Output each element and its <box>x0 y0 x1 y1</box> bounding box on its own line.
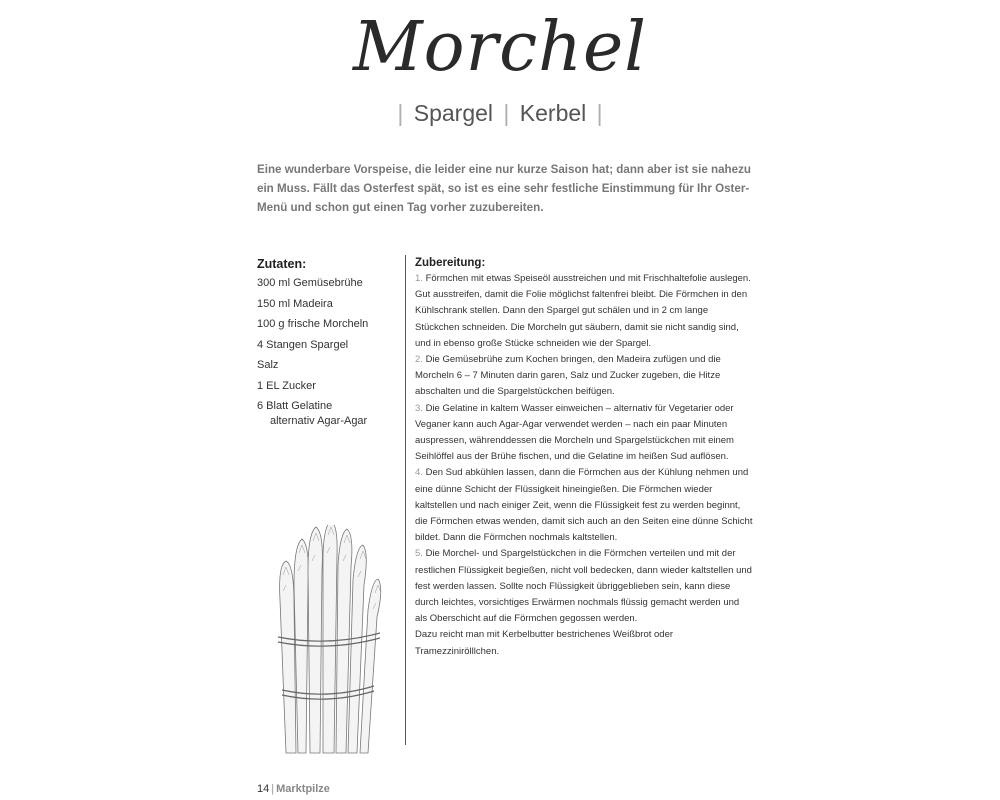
ingredient-item: Salz <box>257 359 279 371</box>
ingredients-section <box>257 257 397 435</box>
asparagus-illustration <box>268 525 393 755</box>
intro-text: Eine wunderbare Vorspeise, die leider eine nur kurze Saison hat; dann aber ist sie nahezu ein Muss. Fällt das Osterfest spät, so ist es eine sehr festliche Einstimmung für Ihr Oster-Menü und schon gut einen Tag vorher zuzubereiten. <box>257 163 751 214</box>
title-text: Morchel <box>353 8 647 87</box>
page-footer <box>257 783 330 795</box>
preparation-section <box>415 257 753 660</box>
ingredient-item: 150 ml Madeira <box>257 297 333 310</box>
subtitle-separator: | <box>596 100 603 126</box>
page-number: 14 <box>257 783 270 795</box>
ingredient-item: 300 ml Gemüsebrühe <box>257 277 363 289</box>
ingredient-alternative: alternativ Agar-Agar <box>270 415 368 427</box>
step-number: 4. <box>415 467 423 479</box>
title-script <box>290 2 710 92</box>
subtitle-separator: | <box>503 100 510 126</box>
preparation-step <box>415 401 753 466</box>
recipe-title <box>0 2 1000 92</box>
intro-paragraph <box>257 160 757 217</box>
ingredient-item: 100 g frische Morcheln <box>257 318 369 330</box>
step-text: Die Gelatine in kaltem Wasser einweichen – alternativ für Vegetarier oder Veganer kann auch Agar-Agar verwendet werden – nach ein paar Minuten auspressen, währenddessen die Morcheln und Spargelstückchen mit einem Seihlöffel aus der Brühe fischen, und die Gelatine im heißen Sud auflösen. <box>415 402 734 463</box>
ingredients-heading: Zutaten: <box>257 257 307 271</box>
preparation-steps <box>415 271 753 660</box>
preparation-heading: Zubereitung: <box>415 257 486 269</box>
preparation-step <box>415 352 753 401</box>
ingredient-item: 4 Stangen Spargel <box>257 338 349 351</box>
step-text: Den Sud abkühlen lassen, dann die Förmchen aus der Kühlung nehmen und eine dünne Schicht der Flüssigkeit hineingießen. Die Förmchen wieder kaltstellen und nach einiger Zeit, wenn die Flüssigkeit fest zu werden beginnt, die Förmchen etwas wenden, damit sich auch an den Seiten eine dünne Schicht bildet. Dann die Förmchen nochmals kaltstellen. <box>415 467 753 544</box>
step-text: Die Morchel- und Spargelstückchen in die Förmchen verteilen und mit der restlichen Flüssigkeit begießen, nicht voll bedecken, dann wieder kaltstellen und fest werden lassen. Sollte noch Flüssigkeit übriggeblieben sein, kann diese durch leichtes, vorsichtiges Erwärmen nochmals flüssig gemacht werden und als Oberschicht auf die Förmchen gegossen werden. <box>415 548 752 625</box>
column-divider <box>405 255 406 745</box>
preparation-step <box>415 271 753 352</box>
subtitle-separator: | <box>397 100 404 126</box>
step-text: Förmchen mit etwas Speiseöl ausstreichen und mit Frischhaltefolie auslegen. Gut ausstreifen, damit die Folie möglichst faltenfrei bleibt. Die Förmchen in den Kühlschrank stellen. Dann den Spargel gut schälen und in 2 cm lange Stückchen schneiden. Die Morcheln gut säubern, damit sie nicht sandig sind, und in ebenso große Stücke schneiden wie der Spargel. <box>415 273 751 349</box>
subtitle-part-spargel: Spargel <box>413 100 494 126</box>
ingredient-gelatine: 6 Blatt Gelatine <box>257 400 333 412</box>
ingredient-item: 1 EL Zucker <box>257 379 316 392</box>
footer-separator: | <box>271 783 275 795</box>
preparation-step <box>415 465 753 546</box>
preparation-step <box>415 546 753 627</box>
step-text: Die Gemüsebrühe zum Kochen bringen, den Madeira zufügen und die Morcheln 6 – 7 Minuten darin garen, Salz und Zucker zugeben, die Hitze abschalten und die Spargelstückchen beifügen. <box>415 354 721 398</box>
subtitle-part-kerbel: Kerbel <box>519 100 587 126</box>
serving-note: Dazu reicht man mit Kerbelbutter bestrichenes Weißbrot oder Tramezzinirölllchen. <box>415 629 674 657</box>
ingredients-list <box>257 276 397 429</box>
ingredient-item <box>257 399 397 429</box>
step-number: 3. <box>415 402 423 414</box>
step-number: 2. <box>415 354 423 366</box>
step-number: 1. <box>415 273 423 284</box>
step-number: 5. <box>415 548 423 560</box>
section-name: Marktpilze <box>276 783 330 795</box>
recipe-subtitle <box>0 100 1000 127</box>
